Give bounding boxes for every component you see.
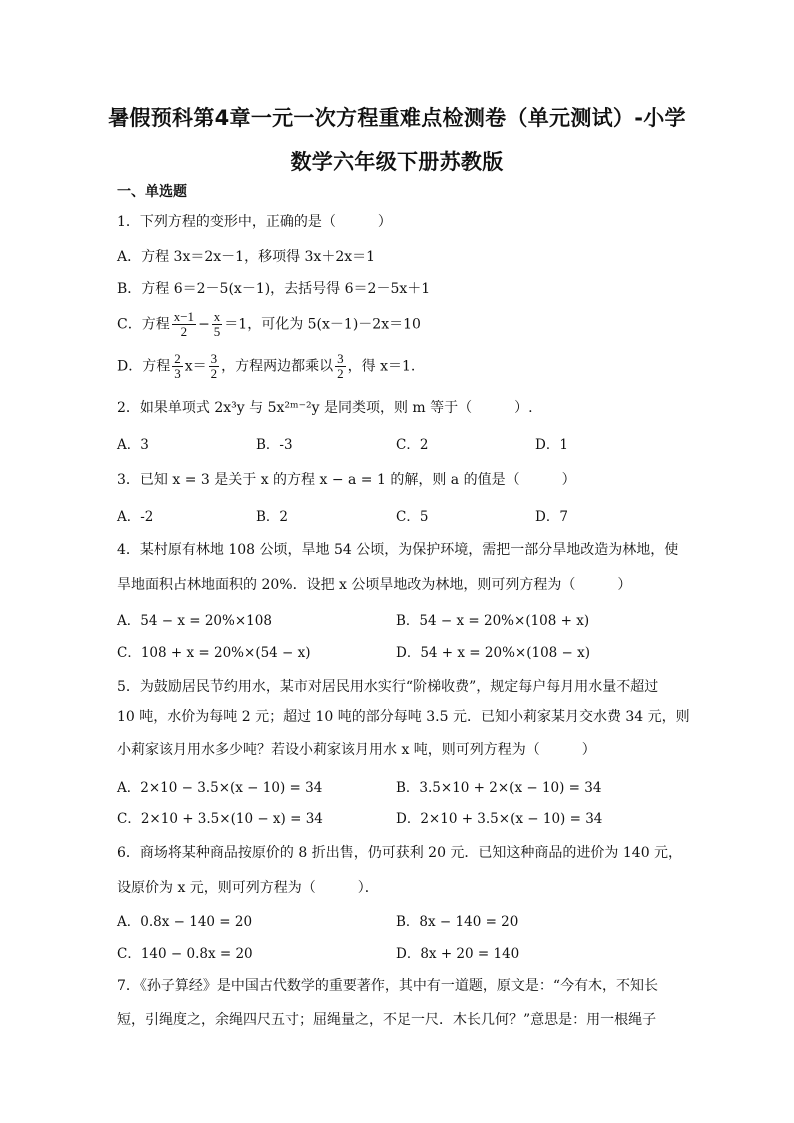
question-5-option-b: B．3.5×10 + 2×(x − 10) = 34: [396, 780, 602, 796]
fraction: [212, 310, 223, 339]
fraction-numerator: 3: [337, 351, 344, 366]
option-d-mid2: ，方程两边都乘以: [221, 358, 334, 375]
fraction-numerator: x: [213, 309, 221, 324]
question-2-option-a: A．3: [117, 437, 149, 453]
question-4-option-a: A．54 − x = 20%×108: [117, 613, 272, 629]
question-7-stem-line2: 短，引绳度之，余绳四尺五寸；屈绳量之，不足一尺．木长几何？”意思是：用一根绳子: [117, 1012, 657, 1028]
section-heading: 一、单选题: [117, 184, 187, 200]
option-c-prefix: C．方程: [117, 316, 170, 333]
question-4-option-d: D．54 + x = 20%×(108 − x): [396, 645, 591, 661]
question-5-option-a: A．2×10 − 3.5×(x − 10) = 34: [117, 780, 323, 796]
document-title-line1: 暑假预科第4章一元一次方程重难点检测卷（单元测试）-小学: [108, 106, 686, 130]
fraction-denominator: 3: [174, 366, 181, 381]
question-5-option-c: C．2×10 + 3.5×(10 − x) = 34: [117, 811, 323, 827]
question-5-option-d: D．2×10 + 3.5×(x − 10) = 34: [396, 811, 603, 827]
question-5-stem-line2: 10 吨，水价为每吨 2 元；超过 10 吨的部分每吨 3.5 元．已知小莉家某月交水费 34 元，则: [117, 709, 690, 725]
fraction: [172, 352, 183, 381]
question-4-option-c: C．108 + x = 20%×(54 − x): [117, 645, 311, 661]
question-3-option-c: C．5: [396, 509, 429, 525]
question-5-stem-line1: 5．为鼓励居民节约用水，某市对居民用水实行“阶梯收费”，规定每户每月用水量不超过: [117, 679, 659, 695]
fraction-numerator: x−1: [173, 309, 195, 324]
question-2-option-d: D．1: [535, 437, 568, 453]
fraction-numerator: 3: [210, 351, 218, 366]
question-1-option-a: A．方程 3x＝2x－1，移项得 3x＋2x＝1: [117, 249, 376, 265]
question-4-stem-line1: 4．某村原有林地 108 公顷，旱地 54 公顷，为保护环境，需把一部分旱地改造为林地，使: [117, 542, 679, 558]
question-2-option-b: B．-3: [256, 437, 293, 453]
option-d-suffix: ，得 x＝1.: [347, 358, 416, 375]
question-4-stem-line2: 旱地面积占林地面积的 20%．设把 x 公顷旱地改为林地，则可列方程为（ ）: [117, 577, 632, 593]
question-6-option-b: B．8x − 140 = 20: [396, 914, 519, 930]
fraction-denominator: 5: [213, 324, 221, 339]
question-3-option-a: A．-2: [117, 509, 154, 525]
option-d-prefix: D．方程: [117, 358, 171, 375]
fraction: [172, 310, 196, 339]
question-6-option-a: A．0.8x − 140 = 20: [117, 914, 253, 930]
question-1-option-b: B．方程 6＝2－5(x－1)，去括号得 6＝2－5x＋1: [117, 281, 431, 297]
question-2-stem: 2．如果单项式 2x³y 与 5x²ᵐ⁻²y 是同类项，则 m 等于（ ）.: [117, 400, 533, 416]
question-6-stem-line1: 6．商场将某种商品按原价的 8 折出售，仍可获利 20 元．已知这种商品的进价为 140 元，: [117, 845, 683, 861]
fraction-denominator: 2: [337, 366, 344, 381]
fraction: [209, 352, 220, 381]
minus-sign: −: [198, 316, 210, 333]
question-2-option-c: C．2: [396, 437, 429, 453]
fraction: [335, 352, 346, 381]
question-3-stem: 3．已知 x = 3 是关于 x 的方程 x − a = 1 的解，则 a 的值是（ ）: [117, 472, 576, 488]
question-6-option-d: D．8x + 20 = 140: [396, 946, 520, 962]
question-5-stem-line3: 小莉家该月用水多少吨？若设小莉家该月用水 x 吨，则可列方程为（ ）: [117, 742, 596, 758]
question-3-option-b: B．2: [256, 509, 289, 525]
fraction-denominator: 2: [210, 366, 218, 381]
fraction-numerator: 2: [174, 351, 181, 366]
option-c-suffix: ＝1，可化为 5(x－1)－2x＝10: [224, 316, 421, 333]
document-title-line2: 数学六年级下册苏教版: [290, 150, 504, 174]
question-1-stem: 1．下列方程的变形中，正确的是（ ）: [117, 214, 392, 230]
question-7-stem-line1: 7．《孙子算经》是中国古代数学的重要著作，其中有一道题，原文是：“今有木，不知长: [117, 978, 659, 994]
fraction-denominator: 2: [180, 324, 188, 339]
question-1-option-d: [117, 352, 415, 381]
question-6-option-c: C．140 − 0.8x = 20: [117, 946, 253, 962]
question-4-option-b: B．54 − x = 20%×(108 + x): [396, 613, 590, 629]
question-3-option-d: D．7: [535, 509, 568, 525]
question-1-option-c: [117, 310, 421, 339]
question-6-stem-line2: 设原价为 x 元，则可列方程为（ ）．: [117, 880, 379, 896]
option-d-mid: x＝: [184, 358, 207, 375]
